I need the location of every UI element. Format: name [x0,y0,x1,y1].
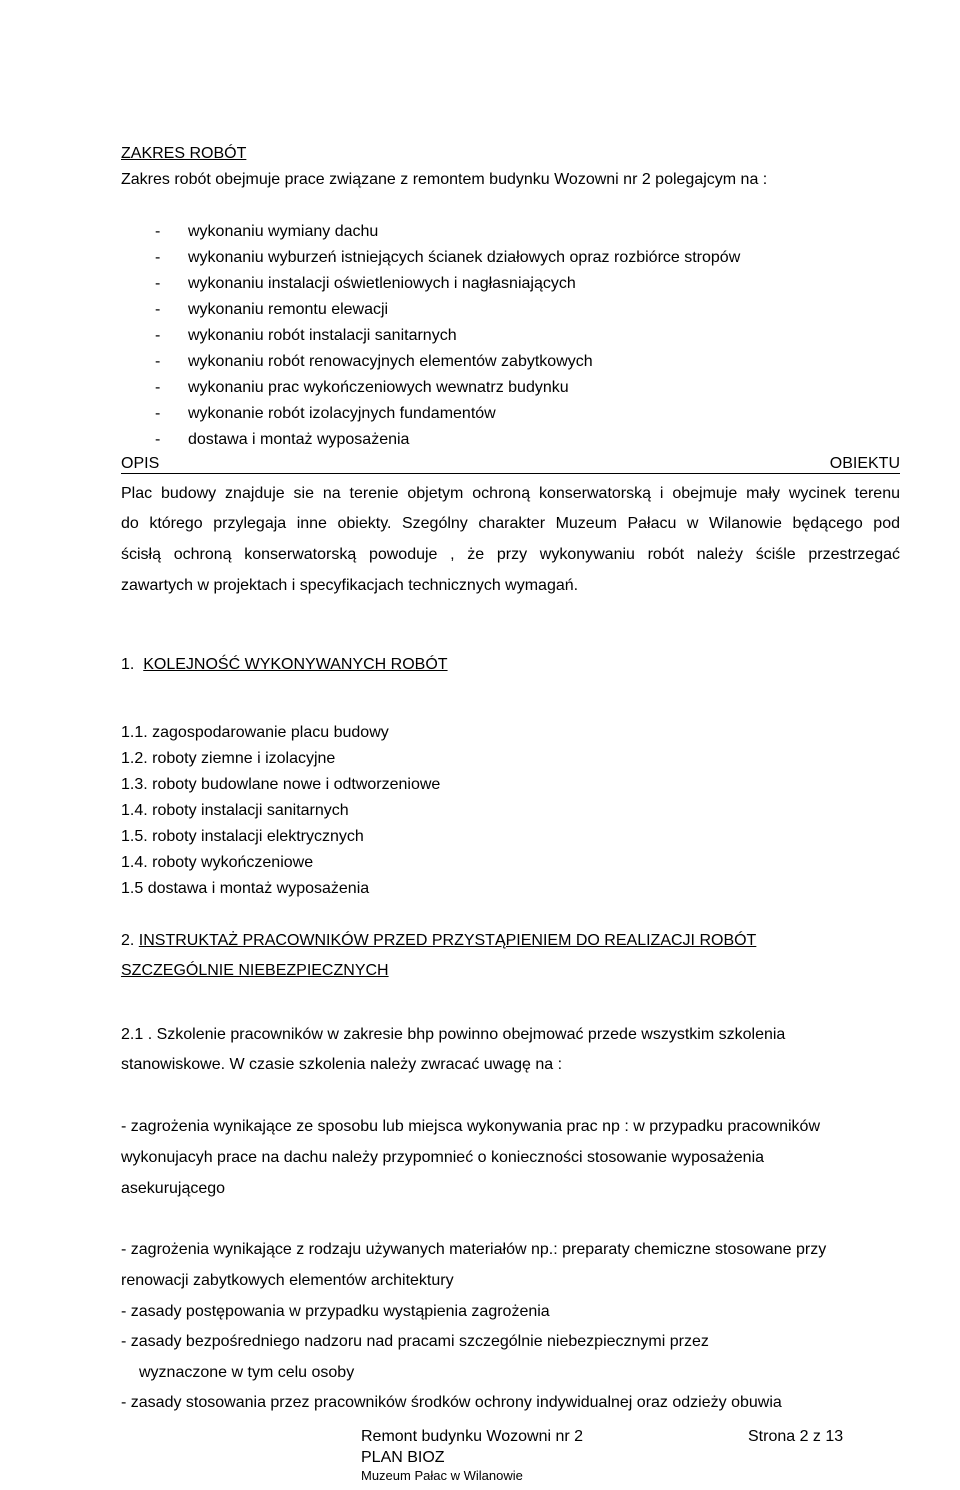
instruktaz-heading [121,931,756,951]
opis-heading [121,454,900,476]
zakres-intro: Zakres robót obejmuje prace związane z remontem budynku Wozowni nr 2 polegajcym na : [121,171,768,188]
opis-line-1: Plac budowy znajduje sie na terenie objetym ochroną konserwatorską i obejmuje mały wycinek terenu [121,485,900,502]
kolejnosc-heading [121,655,448,675]
footer-doc: PLAN BIOZ [361,1449,445,1466]
list-item: wykonaniu robót instalacji sanitarnych [188,327,457,344]
instruktaz-p1-line-1: 2.1 . Szkolenie pracowników w zakresie bhp powinno obejmować przede wszystkim szkolenia [121,1026,786,1043]
opis-heading-right: OBIEKTU [829,455,900,472]
instruktaz-number: 2. [121,932,135,949]
list-bullet: - [155,249,161,266]
footer-org: Muzeum Pałac w Wilanowie [361,1468,523,1483]
instruktaz-p5-line-2: wyznaczone w tym celu osoby [139,1364,355,1381]
list-item: 1.4. roboty instalacji sanitarnych [121,802,349,819]
list-bullet: - [155,431,161,448]
list-item: wykonaniu wymiany dachu [188,223,379,240]
opis-line-2: do którego przylegaja inne obiekty. Szególny charakter Muzeum Pałacu w Wilanowie będącego pod [121,515,900,532]
list-bullet: - [155,223,161,240]
instruktaz-p3-line-1: - zagrożenia wynikające z rodzaju używanych materiałów np.: preparaty chemiczne stosowane przy [121,1241,827,1258]
list-item: wykonaniu robót renowacyjnych elementów zabytkowych [188,353,593,370]
opis-line-3: ścisłą ochroną konserwatorską powoduje , że przy wykonywaniu robót należy ściśle przestrzegać [121,546,900,563]
list-item: wykonanie robót izolacyjnych fundamentów [188,405,496,422]
list-bullet: - [155,275,161,292]
list-item: 1.4. roboty wykończeniowe [121,854,314,871]
list-item: wykonaniu instalacji oświetleniowych i nagłasniających [188,275,576,292]
list-item: dostawa i montaż wyposażenia [188,431,410,448]
list-item: 1.3. roboty budowlane nowe i odtworzeniowe [121,776,441,793]
instruktaz-p2-line-2: wykonujacyh prace na dachu należy przypomnieć o konieczności stosowanie wyposażenia [121,1149,765,1166]
kolejnosc-number: 1. [121,656,135,673]
kolejnosc-title: KOLEJNOŚĆ WYKONYWANYCH ROBÓT [143,656,448,673]
instruktaz-p4: - zasady postępowania w przypadku wystąpienia zagrożenia [121,1303,550,1320]
list-item: 1.2. roboty ziemne i izolacyjne [121,750,336,767]
instruktaz-title-2: SZCZEGÓLNIE NIEBEZPIECZNYCH [121,962,389,979]
instruktaz-p2-line-3: asekurującego [121,1180,226,1197]
list-bullet: - [155,301,161,318]
list-bullet: - [155,379,161,396]
list-bullet: - [155,327,161,344]
zakres-heading: ZAKRES ROBÓT [121,145,247,162]
opis-line-4: zawartych w projektach i specyfikacjach technicznych wymagań. [121,577,579,594]
list-item: 1.5. roboty instalacji elektrycznych [121,828,364,845]
opis-heading-left: OPIS [121,455,160,472]
list-bullet: - [155,353,161,370]
instruktaz-title-1: INSTRUKTAŻ PRACOWNIKÓW PRZED PRZYSTĄPIENIEM DO REALIZACJI ROBÓT [138,932,757,949]
instruktaz-p5-line-1: - zasady bezpośredniego nadzoru nad pracami szczególnie niebezpiecznymi przez [121,1333,709,1350]
list-item: wykonaniu remontu elewacji [188,301,389,318]
footer-project: Remont budynku Wozowni nr 2 [361,1428,584,1445]
instruktaz-p2-line-1: - zagrożenia wynikające ze sposobu lub miejsca wykonywania prac np : w przypadku pracowników [121,1118,821,1135]
instruktaz-p1-line-2: stanowiskowe. W czasie szkolenia należy zwracać uwagę na : [121,1056,563,1073]
list-item: 1.1. zagospodarowanie placu budowy [121,724,389,741]
list-bullet: - [155,405,161,422]
instruktaz-p6: - zasady stosowania przez pracowników środków ochrony indywidualnej oraz odzieży obuwia [121,1394,782,1411]
list-item: 1.5 dostawa i montaż wyposażenia [121,880,370,897]
list-item: wykonaniu prac wykończeniowych wewnatrz budynku [188,379,569,396]
list-item: wykonaniu wyburzeń istniejących ścianek działowych opraz rozbiórce stropów [188,249,741,266]
footer-page-number: Strona 2 z 13 [748,1428,844,1445]
instruktaz-p3-line-2: renowacji zabytkowych elementów architektury [121,1272,454,1289]
opis-underline [121,473,900,474]
